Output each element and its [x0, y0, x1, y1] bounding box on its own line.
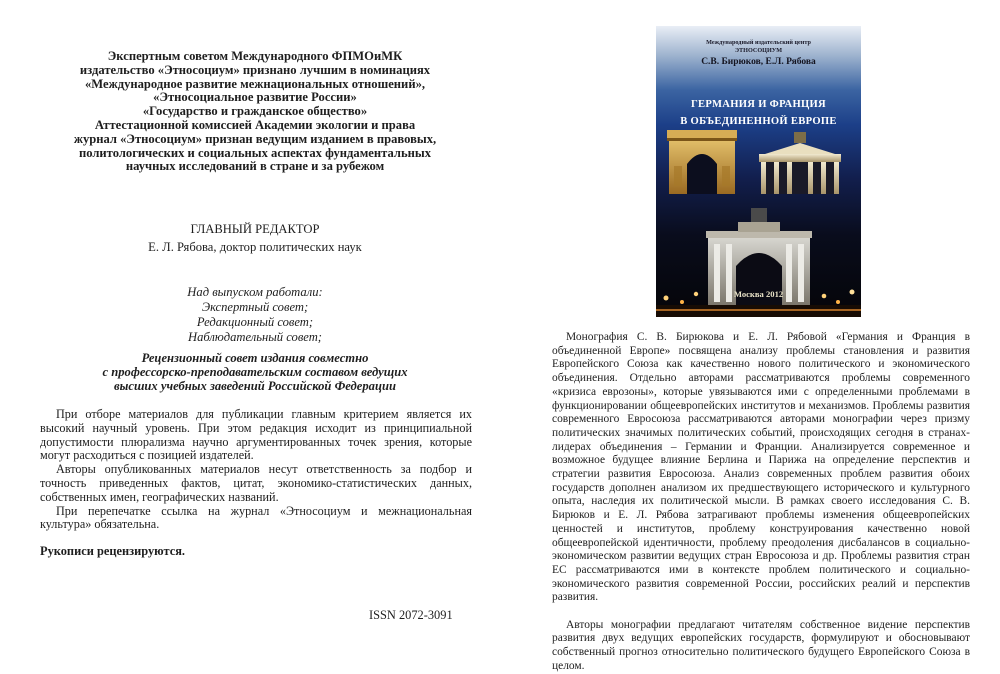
- book-abstract: [552, 331, 970, 674]
- editor-name: Е. Л. Рябова, доктор политических наук: [148, 240, 362, 254]
- awards-line: издательство «Этносоциум» признано лучшим в номинациях: [79, 62, 431, 77]
- review-line: с профессорско-преподавательским составом ведущих: [102, 365, 408, 380]
- awards-line: «Этносоциальное развитие России»: [153, 90, 357, 105]
- awards-block: [40, 50, 470, 174]
- cover-title-line: ГЕРМАНИЯ И ФРАНЦИЯ: [690, 99, 827, 110]
- arc-de-triomphe-illustration: [667, 130, 737, 194]
- contributors-block: [40, 285, 470, 345]
- review-line: высших учебных заведений Российской Федерации: [113, 379, 396, 394]
- rules-paragraph: Авторы опубликованных материалов несут ответственность за подбор и точность приведенных фактов, цитат, экономико-статистических данных, собственных имен, географических названий.: [40, 462, 472, 504]
- awards-line: журнал «Этносоциум» признан ведущим изданием в правовых,: [73, 131, 437, 146]
- abstract-paragraph: Авторы монографии предлагают читателям собственное видение перспектив развития двух ведущих европейских государств, формулируют и обосновывают собственный прогноз относительно политического будущего Европейского Союза в целом.: [552, 618, 970, 672]
- book-cover: [656, 26, 861, 317]
- awards-line: научных исследований в стране и за рубежом: [125, 159, 385, 174]
- cover-title: [656, 96, 861, 130]
- cover-title-line: В ОБЪЕДИНЕННОЙ ЕВРОПЕ: [680, 116, 837, 127]
- contributors-line: Редакционный совет;: [196, 315, 314, 329]
- left-page: [0, 0, 500, 647]
- rules-paragraph: При отборе материалов для публикации главным критерием является их высокий научный уровень. При этом редакция исходит из принципиальной допустимости плюрализма научно аргументированных точек зрения, которые могут расходиться с позицией издателей.: [40, 407, 472, 463]
- contributors-line: Наблюдательный совет;: [187, 330, 323, 344]
- manuscripts-note: Рукописи рецензируются.: [40, 544, 186, 558]
- cover-publisher: [656, 39, 861, 54]
- awards-line: политологических и социальных аспектах фундаментальных: [78, 145, 432, 160]
- review-council-block: [40, 351, 470, 394]
- cover-city-year: Москва 2012: [733, 289, 784, 299]
- cover-authors: С.В. Бирюков, Е.Л. Рябова: [701, 57, 816, 67]
- awards-line: Аттестационной комиссией Академии экологии и права: [94, 117, 416, 132]
- editor-title: ГЛАВНЫЙ РЕДАКТОР: [190, 222, 320, 236]
- editorial-rules: [40, 408, 472, 532]
- contributors-line: Экспертный совет;: [201, 300, 309, 314]
- abstract-paragraph: Монография С. В. Бирюкова и Е. Л. Рябовой «Германия и Франция в объединенной Европе» посвящена анализу проблемы становления и развития Европейского Союза как качественно нового политического и экономического объединения. Отдельно авторами рассматриваются проблемы современного «кризиса еврозоны», которые увязываются ими с определенными проблемами в функционировании общеевропейских институтов и механизмов. Проблемы развития современного Евросоюза рассматриваются авторами монографии через призму политических значимых политических событий, происходящих сегодня в странах-лидерах объединения – Германии и Франции. Анализируется современное и возможное будущее влияние Берлина и Парижа на определение перспектив и стратегии развития Евросоюза. Анализ современных проблем развития обоих государств дополнен анализом их предшествующего исторического и культурного опыта, наследия их политической мысли. В рамках своего исследования С. В. Бирюков и Е. Л. Рябова затрагивают проблемы изменения общеевропейских ценностей и институтов, проблему конструирования качественно новой общеевропейской идентичности, проблему преодоления дисбалансов в социально-экономическом развитии ведущих стран Евросоюза и др. Проблемы развития стран ЕС рассматриваются ими в контексте проблем политического и социально-экономического развития современной России, российских реалий и перспектив развития.: [552, 331, 970, 604]
- rules-paragraph: При перепечатке ссылка на журнал «Этносоциум и межнациональная культура» обязательна.: [40, 503, 472, 532]
- review-line: Рецензионный совет издания совместно: [141, 351, 369, 365]
- cover-publisher-line: Международный издательский центр: [706, 39, 811, 46]
- awards-line: «Государство и гражданское общество»: [142, 104, 368, 119]
- issn-number: ISSN 2072-3091: [369, 608, 453, 622]
- awards-line: Экспертным советом Международного ФПМОиМК: [107, 49, 403, 63]
- cover-illustration: [656, 26, 861, 317]
- awards-line: «Международное развитие межнациональных отношений»,: [84, 76, 426, 91]
- contributors-line: Над выпуском работали:: [187, 285, 323, 299]
- cover-publisher-line: ЭТНОСОЦИУМ: [734, 46, 783, 54]
- brandenburg-gate-illustration: [759, 132, 841, 194]
